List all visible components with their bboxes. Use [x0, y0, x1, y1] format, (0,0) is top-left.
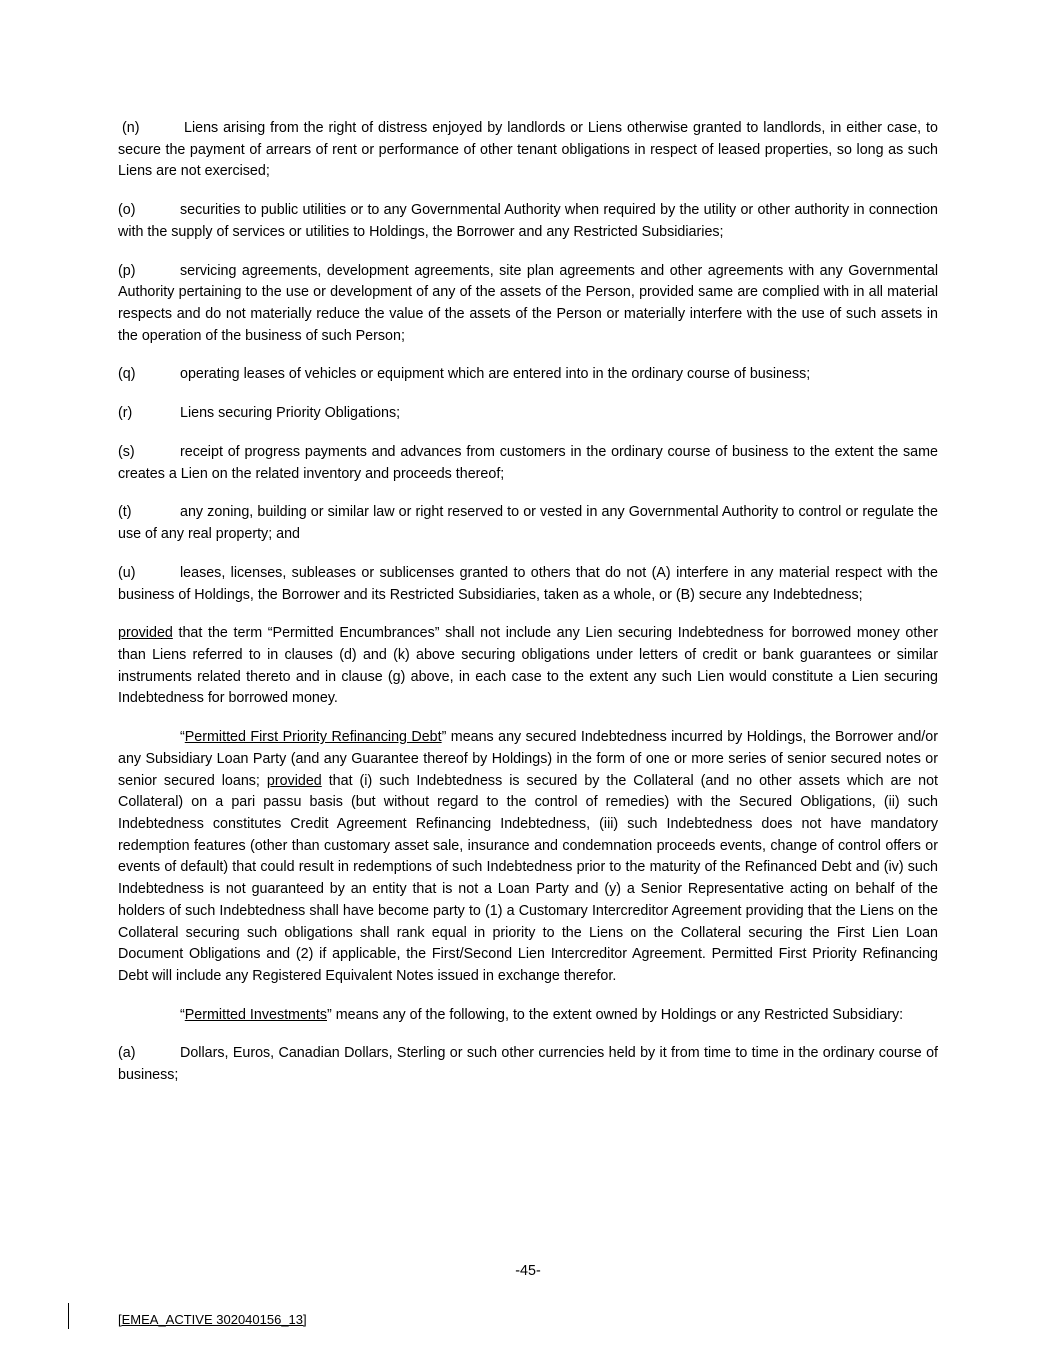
clause-text: Liens arising from the right of distress enjoyed by landlords or Liens otherwise granted to landlords, in either case, to secure the payment of arrears of rent or performance of other tenant obligations in respect of leased properties, so long as such Liens are not exercised; — [118, 120, 938, 180]
clause-marker: (u) — [118, 564, 136, 581]
proviso-paragraph — [118, 623, 938, 710]
clause-marker: (o) — [118, 202, 136, 219]
proviso-text: that the term “Permitted Encumbrances” shall not include any Lien securing Indebtedness for borrowed money other than Liens referred to in clauses (d) and (k) above securing obligations under letters of credit or bank guarantees or similar instruments related thereto and in clause (g) above, in each case to the extent any such Lien would constitute a Lien securing Indebtedness for borrowed money. — [118, 625, 938, 707]
clause-text: servicing agreements, development agreements, site plan agreements and other agreements with any Governmental Authority pertaining to the use or development of any of the assets of the Person, provided same are complied with in all material respects and do not materially reduce the value of the assets of the Person or materially interfere with the use of such assets in the operation of the business of such Person; — [118, 262, 938, 344]
definition-text-after-provided: that (i) such Indebtedness is secured by the Collateral (and no other assets which are not Collateral) on a pari passu basis (but without regard to the control of remedies) with the Secured Obligations, (ii) such Indebtedness constitutes Credit Agreement Refinancing Indebtedness, (iii) such Indebtedness does not have mandatory redemption features (other than customary asset sale, insurance and condemnation proceeds events, change of control offers or events of default) that could result in redemptions of such Indebtedness prior to the maturity of the Refinanced Debt and (iv) such Indebtedness is not guaranteed by an entity that is not a Loan Party and (y) a Senior Representative acting on behalf of the holders of such Indebtedness shall have become party to (1) a Customary Intercreditor Agreement providing that the Liens on the Collateral securing such obligations shall rank equal in priority to the Liens on the Collateral securing the First Lien Loan Document Obligations and (2) if applicable, the First/Second Lien Intercreditor Agreement. Permitted First Priority Refinancing Debt will include any Registered Equivalent Notes issued in exchange therefor. — [118, 772, 939, 984]
definition-term: Permitted Investments — [184, 1006, 327, 1023]
clause-paragraph — [118, 502, 938, 545]
definition-text-before-provided: ” means any of the following, to the extent owned by Holdings or any Restricted Subsidiary: — [327, 1006, 904, 1023]
clause-paragraph — [118, 364, 938, 386]
clause-paragraph — [118, 442, 938, 485]
page-number: -45- — [515, 1263, 541, 1279]
provided-word: provided — [266, 772, 322, 789]
clause-marker: (r) — [118, 405, 133, 422]
clause-marker: (p) — [118, 262, 136, 279]
clause-marker: (n) — [122, 120, 140, 136]
revision-change-bar — [68, 1303, 69, 1329]
clause-text: securities to public utilities or to any Governmental Authority when required by the utility or other authority in connection with the supply of services or utilities to Holdings, the Borrower and any Restricted Subsidiaries; — [118, 202, 938, 240]
clause-marker: (q) — [118, 366, 136, 383]
clause-text: any zoning, building or similar law or right reserved to or vested in any Governmental Authority to control or regulate the use of any real property; and — [118, 504, 938, 543]
clause-paragraph — [118, 563, 938, 606]
page-footer — [0, 1245, 1056, 1365]
definition-term: Permitted First Priority Refinancing Debt — [184, 729, 442, 746]
definition-paragraph-permitted-investments: “Permitted Investments” means any of the following, to the extent owned by Holdings or any Restricted Subsidiary: — [180, 1006, 904, 1023]
footer-reference: [EMEA_ACTIVE 302040156_13] — [118, 1312, 307, 1327]
sub-item-text: Dollars, Euros, Canadian Dollars, Sterling or such other currencies held by it from time to time in the ordinary course of business; — [118, 1045, 938, 1084]
clause-text: leases, licenses, subleases or sublicenses granted to others that do not (A) interfere in any material respect with the business of Holdings, the Borrower and its Restricted Subsidiaries, taken as a whole, or (B) secure any Indebtedness; — [118, 564, 938, 603]
clause-paragraph — [118, 261, 938, 348]
document-body — [118, 118, 938, 1087]
clause-marker: (t) — [118, 504, 132, 521]
clause-text: operating leases of vehicles or equipment which are entered into in the ordinary course of business; — [180, 366, 811, 383]
definition-text-before-provided: ” means any secured Indebtedness incurred by Holdings, the Borrower and/or any Subsidiary Loan Party (and any Guarantee thereof by Holdings) in the form of one or more series of senior secured notes or senior secured loans; — [118, 729, 938, 789]
clause-marker: (s) — [118, 443, 135, 460]
clause-paragraph — [118, 200, 938, 243]
clause-paragraph — [118, 403, 938, 425]
sub-item-paragraph — [118, 1043, 938, 1086]
proviso-lead-word: provided — [118, 625, 173, 642]
definition-paragraph-permitted-first-priority-refinancing-debt: “Permitted First Priority Refinancing Debt” means any secured Indebtedness incurred by Holdings, the Borrower and/or any Subsidiary Loan Party (and any Guarantee thereof by Holdings) in the form of one or more series of senior secured notes or senior secured loans; provided that (i) such Indebtedness is secured by the Collateral (and no other assets which are not Collateral) on a pari passu basis (but without regard to the control of remedies) with the Secured Obligations, (ii) such Indebtedness constitutes Credit Agreement Refinancing Indebtedness, (iii) such Indebtedness does not have mandatory redemption features (other than customary asset sale, insurance and condemnation proceeds events, change of control offers or events of default) that could result in redemptions of such Indebtedness prior to the maturity of the Refinanced Debt and (iv) such Indebtedness is not guaranteed by an entity that is not a Loan Party and (y) a Senior Representative acting on behalf of the holders of such Indebtedness shall have become party to (1) a Customary Intercreditor Agreement providing that the Liens on the Collateral securing such obligations shall rank equal in priority to the Liens on the Collateral securing the First Lien Loan Document Obligations and (2) if applicable, the First/Second Lien Intercreditor Agreement. Permitted First Priority Refinancing Debt will include any Registered Equivalent Notes issued in exchange therefor. — [118, 729, 939, 984]
clause-text: receipt of progress payments and advances from customers in the ordinary course of business to the extent the same creates a Lien on the related inventory and proceeds thereof; — [118, 443, 938, 482]
clause-paragraph — [118, 118, 938, 183]
sub-item-marker: (a) — [118, 1045, 136, 1062]
clause-text: Liens securing Priority Obligations; — [180, 405, 401, 422]
